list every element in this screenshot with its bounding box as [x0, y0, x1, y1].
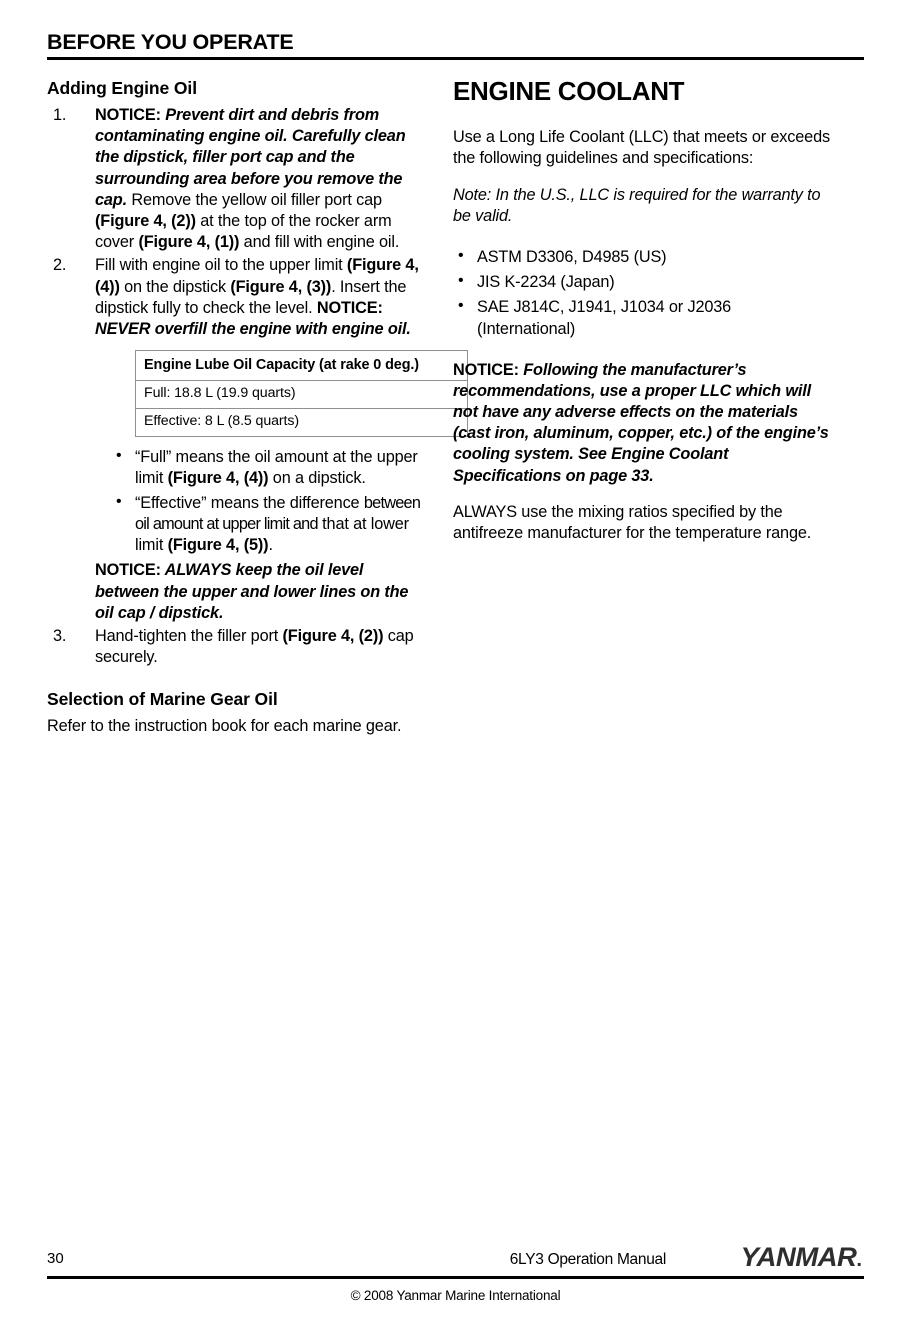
copyright-notice: © 2008 Yanmar Marine International	[350, 1288, 561, 1303]
engine-coolant-note: Note: In the U.S., LLC is required for the warranty to be valid.	[453, 185, 821, 225]
oil-level-notice-label: NOTICE:	[95, 561, 161, 580]
manual-title: 6LY3 Operation Manual	[509, 1251, 666, 1268]
engine-coolant-notice	[453, 360, 833, 487]
full-def-figure-ref: (Figure 4, (4))	[167, 468, 269, 487]
engine-coolant-intro: Use a Long Life Coolant (LLC) that meets or exceeds the following guidelines and specifications:	[453, 128, 830, 168]
page-number: 30	[47, 1250, 64, 1267]
step-1-text-1: Remove the yellow oil filler port cap	[126, 190, 382, 209]
step-1-text-2: at the top of the rocker arm cover	[95, 211, 392, 252]
numbered-steps-list	[47, 105, 427, 668]
step-3-figure-ref-1: (Figure 4, (2))	[282, 626, 384, 645]
left-column	[47, 78, 427, 753]
step-1-figure-ref-1: (Figure 4, (2))	[95, 211, 196, 230]
page-footer	[47, 1242, 864, 1303]
step-number-2: 2.	[53, 256, 67, 275]
bullet-icon: •	[458, 272, 464, 290]
step-1-text-3: and fill with engine oil.	[239, 233, 400, 252]
eff-def-text-3: .	[268, 536, 273, 555]
list-item-spec-astm	[453, 247, 833, 268]
step-3-text-2: cap securely.	[95, 626, 414, 667]
heading-engine-coolant: ENGINE COOLANT	[453, 76, 685, 106]
step-item-2	[47, 255, 427, 624]
marine-gear-body: Refer to the instruction book for each marine gear.	[47, 717, 402, 736]
full-def-text-1: “Full” means the oil amount at the upper limit	[135, 447, 418, 487]
section-heading-marine-gear-oil: Selection of Marine Gear Oil	[47, 689, 278, 710]
full-def-text-2: on a dipstick.	[268, 468, 366, 487]
coolant-notice-italic: Following the manufacturer’s recommendations, use a proper LLC which will not have any adverse effects on the materials (cast iron, aluminum, copper, etc.) of the engine’s cooling system. See Engine Coolant Specifications on page 33.	[453, 360, 829, 485]
table-row	[136, 381, 468, 409]
table-cell-full: Full: 18.8 L (19.9 quarts)	[136, 381, 468, 409]
step-2-figure-ref-2: (Figure 4, (3))	[230, 277, 332, 296]
spec-text: SAE J814C, J1941, J1034 or J2036 (International)	[477, 298, 732, 338]
step-1-figure-ref-2: (Figure 4, (1))	[138, 233, 240, 252]
right-column	[453, 78, 833, 559]
spec-text: ASTM D3306, D4985 (US)	[477, 247, 667, 266]
section-heading-adding-engine-oil: Adding Engine Oil	[47, 78, 197, 98]
coolant-notice-label: NOTICE:	[453, 360, 519, 379]
yanmar-logo-text: YANMAR	[741, 1242, 857, 1272]
footer-rule	[47, 1276, 864, 1279]
table-cell-effective: Effective: 8 L (8.5 quarts)	[136, 408, 468, 436]
step-number-3: 3.	[53, 626, 67, 645]
list-item-spec-jis	[453, 272, 833, 293]
step-item-3	[47, 626, 427, 668]
step-2-figure-ref-1: (Figure 4, (4))	[95, 256, 419, 296]
list-item-full-definition	[111, 447, 427, 489]
bullet-icon: •	[116, 492, 122, 510]
header-rule	[47, 57, 864, 60]
coolant-specs-list	[453, 247, 833, 340]
eff-def-line-2: between oil amount at upper limit and	[135, 493, 421, 534]
bullet-icon: •	[116, 446, 122, 464]
step-item-1	[47, 105, 427, 253]
definitions-bullet-list	[111, 447, 427, 557]
step-1-notice-label: NOTICE:	[95, 106, 161, 125]
oil-level-notice-italic: ALWAYS keep the oil level between the upper and lower lines on the oil cap / dipstick.	[95, 561, 409, 622]
eff-def-text-1: “Effective” means the difference	[135, 493, 364, 512]
table-row-header	[136, 351, 468, 381]
engine-lube-oil-capacity-table	[135, 350, 468, 437]
bullet-icon: •	[458, 246, 464, 264]
step-1-notice-italic: Prevent dirt and debris from contaminating engine oil. Carefully clean the dipstick, filler port cap and the surrounding area before you remove the cap.	[95, 106, 406, 209]
list-item-spec-sae	[453, 297, 833, 339]
table-row	[136, 408, 468, 436]
bullet-icon: •	[458, 297, 464, 315]
spec-text: JIS K-2234 (Japan)	[477, 273, 615, 292]
step-2-text-1: Fill with engine oil to the upper limit	[95, 256, 347, 275]
page-title: BEFORE YOU OPERATE	[47, 30, 294, 54]
eff-def-text-2: that at lower limit	[135, 515, 409, 555]
yanmar-logo-dot: .	[856, 1249, 862, 1271]
list-item-effective-definition	[111, 493, 427, 557]
eff-def-figure-ref: (Figure 4, (5))	[167, 536, 269, 555]
step-2-notice-italic: NEVER overfill the engine with engine oil.	[95, 319, 411, 338]
step-2-text-2: on the dipstick	[119, 277, 231, 296]
step-2-notice-label: NOTICE:	[316, 298, 383, 317]
step-number-1: 1.	[53, 106, 67, 125]
engine-coolant-closing: ALWAYS use the mixing ratios specified by the antifreeze manufacturer for the temperature range.	[453, 502, 812, 542]
oil-level-notice	[95, 560, 427, 624]
page-running-header	[47, 31, 864, 60]
table-header-cell: Engine Lube Oil Capacity (at rake 0 deg.)	[136, 351, 468, 381]
yanmar-logo	[741, 1242, 862, 1273]
step-3-text-1: Hand-tighten the filler port	[95, 626, 283, 645]
step-2-text-3: . Insert the dipstick fully to check the level.	[95, 277, 407, 317]
footer-top-row	[47, 1242, 864, 1276]
